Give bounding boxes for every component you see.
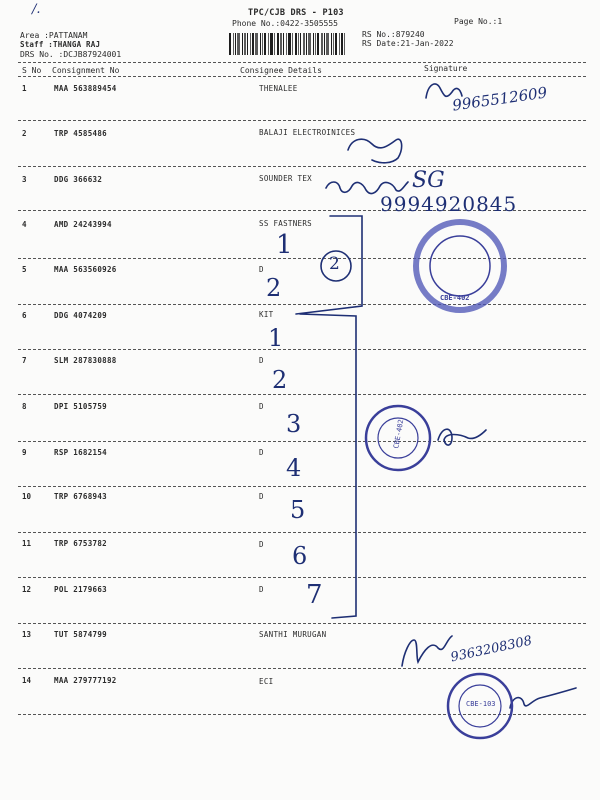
row-consignee: D: [259, 540, 264, 549]
rs-number: RS No.:879240: [362, 30, 425, 39]
row-sno: 8: [22, 402, 27, 411]
row-consignment: DDG 4074209: [54, 311, 107, 320]
row-consignment: DPI 5105759: [54, 402, 107, 411]
staff-label: Staff :THANGA RAJ: [20, 40, 101, 49]
phone-number: Phone No.:0422-3505555: [232, 19, 338, 28]
row-divider: [18, 304, 586, 305]
stamp-text-row-4: CBE-402: [440, 294, 470, 302]
row-divider: [18, 532, 586, 533]
row-divider: [18, 120, 586, 121]
row-consignment: SLM 287830888: [54, 356, 117, 365]
barcode-bar: [341, 33, 343, 55]
signature-row-8: [438, 429, 486, 445]
row-divider: [18, 441, 586, 442]
row-consignment: TUT 5874799: [54, 630, 107, 639]
barcode-bar: [237, 33, 240, 55]
barcode-bar: [339, 33, 340, 55]
row-consignment: MAA 279777192: [54, 676, 117, 685]
barcode-bar: [321, 33, 323, 55]
count-a-1: 1: [276, 230, 293, 260]
row-consignee: THENALEE: [259, 84, 298, 93]
barcode-bar: [298, 33, 299, 55]
count-b-7: 7: [306, 580, 323, 610]
row-consignment: MAA 563560926: [54, 265, 117, 274]
barcode-bar: [268, 33, 269, 55]
row-consignee: D: [259, 356, 264, 365]
count-b-6: 6: [292, 542, 308, 570]
row-consignee: SOUNDER TEX: [259, 174, 312, 183]
row-consignee: D: [259, 402, 264, 411]
row-sno: 12: [22, 585, 32, 594]
row-consignee: D: [259, 585, 264, 594]
stamp-text-row-8: CBE-402: [392, 418, 406, 450]
handwritten-phone-row-1: 9965512609: [451, 83, 549, 115]
barcode-bar: [315, 33, 316, 55]
row-sno: 7: [22, 356, 27, 365]
barcode-bar: [286, 33, 287, 55]
row-divider: [18, 623, 586, 624]
barcode-bar: [317, 33, 319, 55]
signature-row-13: [402, 636, 452, 666]
row-consignee: KIT: [259, 310, 274, 319]
rs-date: RS Date:21-Jan-2022: [362, 39, 454, 48]
row-consignee: D: [259, 492, 264, 501]
count-b-3: 3: [286, 410, 302, 438]
stamp-text-row-14: CBE-103: [466, 700, 496, 708]
col-header-consignee: Consignee Details: [240, 66, 322, 75]
count-b-1: 1: [268, 324, 284, 352]
row-consignment: DDG 366632: [54, 175, 103, 184]
row-sno: 14: [22, 676, 32, 685]
barcode-bar: [344, 33, 345, 55]
doc-title: TPC/CJB DRS - P103: [248, 8, 344, 18]
barcode-bar: [324, 33, 325, 55]
row-sno: 3: [22, 175, 27, 184]
barcode-bar: [292, 33, 293, 55]
circled-number: 2: [329, 254, 340, 274]
row-divider: [18, 577, 586, 578]
row-sno: 9: [22, 448, 27, 457]
row-consignment: AMD 24243994: [54, 220, 112, 229]
barcode-bar: [335, 33, 337, 55]
barcode-bar: [247, 33, 248, 55]
row-divider: [18, 349, 586, 350]
row-sno: 1: [22, 84, 27, 93]
row-consignee: BALAJI ELECTROINICES: [259, 128, 356, 137]
area-label: Area :PATTANAM: [20, 31, 88, 40]
barcode-bar: [264, 33, 266, 55]
barcode-bar: [333, 33, 334, 55]
barcode-bar: [277, 33, 279, 55]
row-consignment: POL 2179663: [54, 585, 107, 594]
barcode-bar: [270, 33, 273, 55]
barcode-bar: [255, 33, 258, 55]
row-consignment: RSP 1682154: [54, 448, 107, 457]
col-header-sno: S No: [22, 66, 42, 75]
row-sno: 5: [22, 265, 27, 274]
row-divider: [18, 668, 586, 669]
barcode: [229, 33, 357, 55]
barcode-bar: [300, 33, 301, 55]
row-sno: 2: [22, 129, 27, 138]
barcode-bar: [244, 33, 246, 55]
top-pen-mark: /.: [32, 2, 41, 17]
row-divider: [18, 166, 586, 167]
count-b-2: 2: [272, 366, 288, 394]
header-divider: [18, 62, 586, 63]
count-a-2: 2: [266, 274, 282, 302]
barcode-bar: [235, 33, 236, 55]
col-header-consignment: Consignment No: [52, 66, 120, 75]
row-divider: [18, 258, 586, 259]
row-consignee: SS FASTNERS: [259, 219, 312, 228]
row-consignee: D: [259, 448, 264, 457]
barcode-bar: [262, 33, 263, 55]
barcode-bar: [233, 33, 234, 55]
handwritten-phone-row-13: 9363208308: [449, 633, 534, 666]
row-sno: 11: [22, 539, 32, 548]
signature-row-2: [348, 139, 402, 163]
barcode-bar: [260, 33, 261, 55]
barcode-bar: [331, 33, 332, 55]
row-consignee: SANTHI MURUGAN: [259, 630, 327, 639]
signature-row-14: [510, 688, 576, 708]
row-consignment: TRP 4585486: [54, 129, 107, 138]
barcode-bar: [250, 33, 251, 55]
row-consignee: ECI: [259, 677, 274, 686]
page-number: Page No.:1: [454, 17, 503, 26]
row-sno: 10: [22, 492, 32, 501]
row-consignee: D: [259, 265, 264, 274]
barcode-bar: [295, 33, 297, 55]
row-consignment: MAA 563889454: [54, 84, 117, 93]
row-consignment: TRP 6768943: [54, 492, 107, 501]
drs-number: DRS No. :DCJB87924001: [20, 50, 122, 59]
barcode-bar: [242, 33, 243, 55]
barcode-bar: [288, 33, 291, 55]
barcode-bar: [274, 33, 275, 55]
barcode-bar: [326, 33, 329, 55]
count-b-4: 4: [286, 454, 302, 482]
row-divider: [18, 394, 586, 395]
row-consignment: TRP 6753782: [54, 539, 107, 548]
col-header-signature: Signature: [424, 64, 468, 73]
barcode-bar: [308, 33, 311, 55]
barcode-bar: [229, 33, 231, 55]
row-divider: [18, 714, 586, 715]
barcode-bar: [252, 33, 254, 55]
barcode-bar: [283, 33, 284, 55]
barcode-bar: [280, 33, 282, 55]
barcode-bar: [303, 33, 305, 55]
column-header-divider: [18, 76, 586, 77]
handwritten-sg: SG: [412, 168, 445, 193]
row-sno: 4: [22, 220, 27, 229]
bracket-group-b: [300, 314, 356, 618]
row-divider: [18, 486, 586, 487]
row-sno: 13: [22, 630, 32, 639]
barcode-bar: [313, 33, 314, 55]
count-b-5: 5: [290, 496, 306, 524]
barcode-bar: [306, 33, 307, 55]
row-sno: 6: [22, 311, 27, 320]
handwritten-phone-row-3: 9994920845: [380, 192, 518, 216]
